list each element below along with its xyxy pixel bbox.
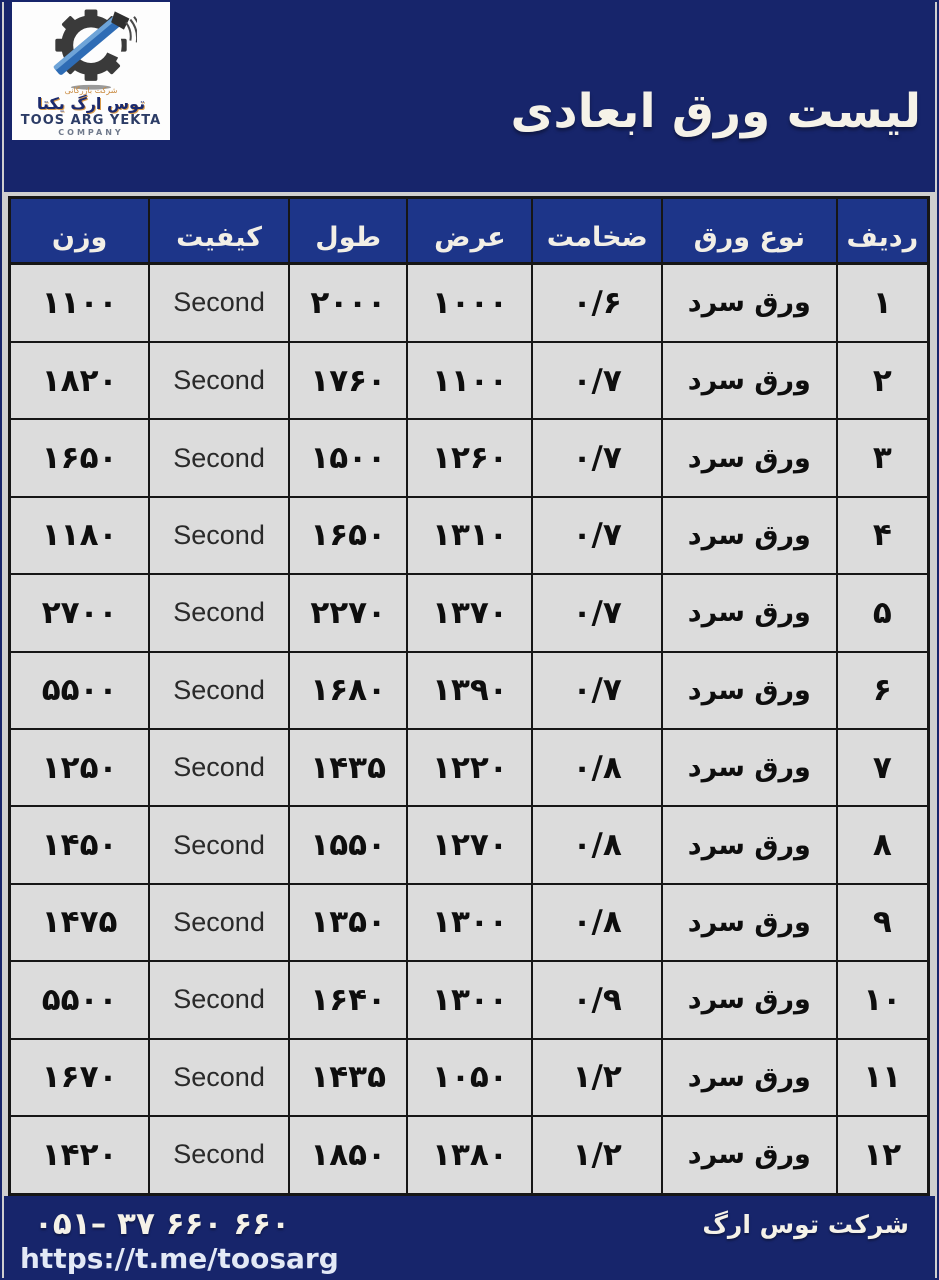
cell-sheet-type: ورق سرد: [662, 806, 837, 883]
cell-width: ۱۲۲۰: [407, 729, 532, 806]
cell-thickness: ۰/۸: [532, 729, 662, 806]
cell-length: ۱۵۰۰: [289, 419, 408, 496]
cell-quality: Second: [149, 652, 289, 729]
logo-name-en: TOOS ARG YEKTA: [20, 113, 162, 128]
logo-name-fa: توس ارگ یکتا: [36, 94, 146, 113]
header-length: طول: [289, 198, 408, 264]
cell-width: ۱۳۸۰: [407, 1116, 532, 1195]
cell-thickness: ۰/۷: [532, 419, 662, 496]
cell-width: ۱۳۹۰: [407, 652, 532, 729]
logo-subtitle: شرکت بازرگانی: [64, 86, 118, 95]
cell-length: ۱۵۵۰: [289, 806, 408, 883]
cell-width: ۱۳۰۰: [407, 884, 532, 961]
cell-weight: ۱۱۰۰: [10, 264, 150, 342]
cell-quality: Second: [149, 806, 289, 883]
cell-sheet-type: ورق سرد: [662, 652, 837, 729]
cell-sheet-type: ورق سرد: [662, 497, 837, 574]
header-thickness: ضخامت: [532, 198, 662, 264]
cell-thickness: ۱/۲: [532, 1116, 662, 1195]
header-width: عرض: [407, 198, 532, 264]
cell-thickness: ۰/۶: [532, 264, 662, 342]
cell-width: ۱۳۷۰: [407, 574, 532, 651]
cell-sheet-type: ورق سرد: [662, 884, 837, 961]
cell-quality: Second: [149, 264, 289, 342]
cell-thickness: ۰/۹: [532, 961, 662, 1038]
cell-length: ۱۴۳۵: [289, 1039, 408, 1116]
cell-weight: ۱۴۵۰: [10, 806, 150, 883]
cell-width: ۱۰۰۰: [407, 264, 532, 342]
cell-thickness: ۰/۸: [532, 884, 662, 961]
cell-length: ۱۶۸۰: [289, 652, 408, 729]
cell-weight: ۱۱۸۰: [10, 497, 150, 574]
cell-quality: Second: [149, 497, 289, 574]
cell-thickness: ۰/۷: [532, 497, 662, 574]
header-banner: [4, 0, 935, 192]
cell-length: ۲۲۷۰: [289, 574, 408, 651]
cell-quality: Second: [149, 1039, 289, 1116]
cell-thickness: ۰/۷: [532, 574, 662, 651]
cell-sheet-type: ورق سرد: [662, 961, 837, 1038]
cell-weight: ۱۴۷۵: [10, 884, 150, 961]
cell-quality: Second: [149, 342, 289, 419]
cell-sheet-type: ورق سرد: [662, 729, 837, 806]
cell-width: ۱۲۶۰: [407, 419, 532, 496]
logo-company-word: COMPANY: [58, 128, 124, 137]
cell-row-number: ۴: [837, 497, 929, 574]
table-row: [10, 884, 929, 961]
cell-sheet-type: ورق سرد: [662, 264, 837, 342]
table-row: [10, 1039, 929, 1116]
cell-row-number: ۵: [837, 574, 929, 651]
page-title: لیست ورق ابعادی: [510, 84, 921, 139]
cell-thickness: ۰/۷: [532, 652, 662, 729]
company-logo: [12, 2, 170, 140]
cell-row-number: ۹: [837, 884, 929, 961]
table-row: [10, 342, 929, 419]
table-row: [10, 497, 929, 574]
cell-sheet-type: ورق سرد: [662, 342, 837, 419]
cell-row-number: ۸: [837, 806, 929, 883]
cell-quality: Second: [149, 961, 289, 1038]
header-weight: وزن: [10, 198, 150, 264]
cell-weight: ۱۸۲۰: [10, 342, 150, 419]
phone-number: ۰۵۱– ۳۷ ۶۶۰ ۶۶۰: [34, 1206, 291, 1242]
table-row: [10, 264, 929, 342]
cell-quality: Second: [149, 574, 289, 651]
telegram-link[interactable]: https://t.me/toosarg: [20, 1242, 339, 1275]
cell-length: ۱۶۵۰: [289, 497, 408, 574]
table-row: [10, 729, 929, 806]
footer-link-line: [20, 1242, 339, 1280]
header-sheet-type: نوع ورق: [662, 198, 837, 264]
cell-length: ۱۶۴۰: [289, 961, 408, 1038]
cell-weight: ۵۵۰۰: [10, 961, 150, 1038]
cell-quality: Second: [149, 1116, 289, 1195]
cell-row-number: ۱۰: [837, 961, 929, 1038]
cell-row-number: ۲: [837, 342, 929, 419]
table-row: [10, 574, 929, 651]
cell-quality: Second: [149, 729, 289, 806]
cell-width: ۱۳۰۰: [407, 961, 532, 1038]
cell-sheet-type: ورق سرد: [662, 1039, 837, 1116]
cell-sheet-type: ورق سرد: [662, 1116, 837, 1195]
cell-width: ۱۳۱۰: [407, 497, 532, 574]
table-row: [10, 806, 929, 883]
cell-weight: ۱۶۵۰: [10, 419, 150, 496]
table-row: [10, 1116, 929, 1195]
cell-length: ۱۳۵۰: [289, 884, 408, 961]
cell-row-number: ۱۱: [837, 1039, 929, 1116]
footer-contact-line: [4, 1196, 935, 1242]
table-row: [10, 961, 929, 1038]
cell-weight: ۱۶۷۰: [10, 1039, 150, 1116]
cell-width: ۱۲۷۰: [407, 806, 532, 883]
cell-row-number: ۱: [837, 264, 929, 342]
cell-weight: ۱۲۵۰: [10, 729, 150, 806]
cell-weight: ۲۷۰۰: [10, 574, 150, 651]
cell-quality: Second: [149, 419, 289, 496]
cell-row-number: ۳: [837, 419, 929, 496]
table-row: [10, 419, 929, 496]
sheet-list-table-wrap: [8, 196, 930, 1196]
cell-row-number: ۷: [837, 729, 929, 806]
gear-hammer-logo-icon: [45, 4, 137, 90]
cell-length: ۱۸۵۰: [289, 1116, 408, 1195]
cell-sheet-type: ورق سرد: [662, 419, 837, 496]
cell-thickness: ۱/۲: [532, 1039, 662, 1116]
header-quality: کیفیت: [149, 198, 289, 264]
cell-length: ۱۷۶۰: [289, 342, 408, 419]
sheet-list-table: [8, 196, 930, 1196]
cell-length: ۱۴۳۵: [289, 729, 408, 806]
table-header-row: [10, 198, 929, 264]
company-name: شرکت توس ارگ: [702, 1210, 909, 1239]
cell-row-number: ۱۲: [837, 1116, 929, 1195]
table-row: [10, 652, 929, 729]
cell-weight: ۱۴۲۰: [10, 1116, 150, 1195]
cell-thickness: ۰/۷: [532, 342, 662, 419]
cell-quality: Second: [149, 884, 289, 961]
cell-thickness: ۰/۸: [532, 806, 662, 883]
cell-sheet-type: ورق سرد: [662, 574, 837, 651]
cell-width: ۱۱۰۰: [407, 342, 532, 419]
header-row-number: ردیف: [837, 198, 929, 264]
cell-row-number: ۶: [837, 652, 929, 729]
cell-width: ۱۰۵۰: [407, 1039, 532, 1116]
cell-length: ۲۰۰۰: [289, 264, 408, 342]
cell-weight: ۵۵۰۰: [10, 652, 150, 729]
footer-banner: [4, 1196, 935, 1280]
